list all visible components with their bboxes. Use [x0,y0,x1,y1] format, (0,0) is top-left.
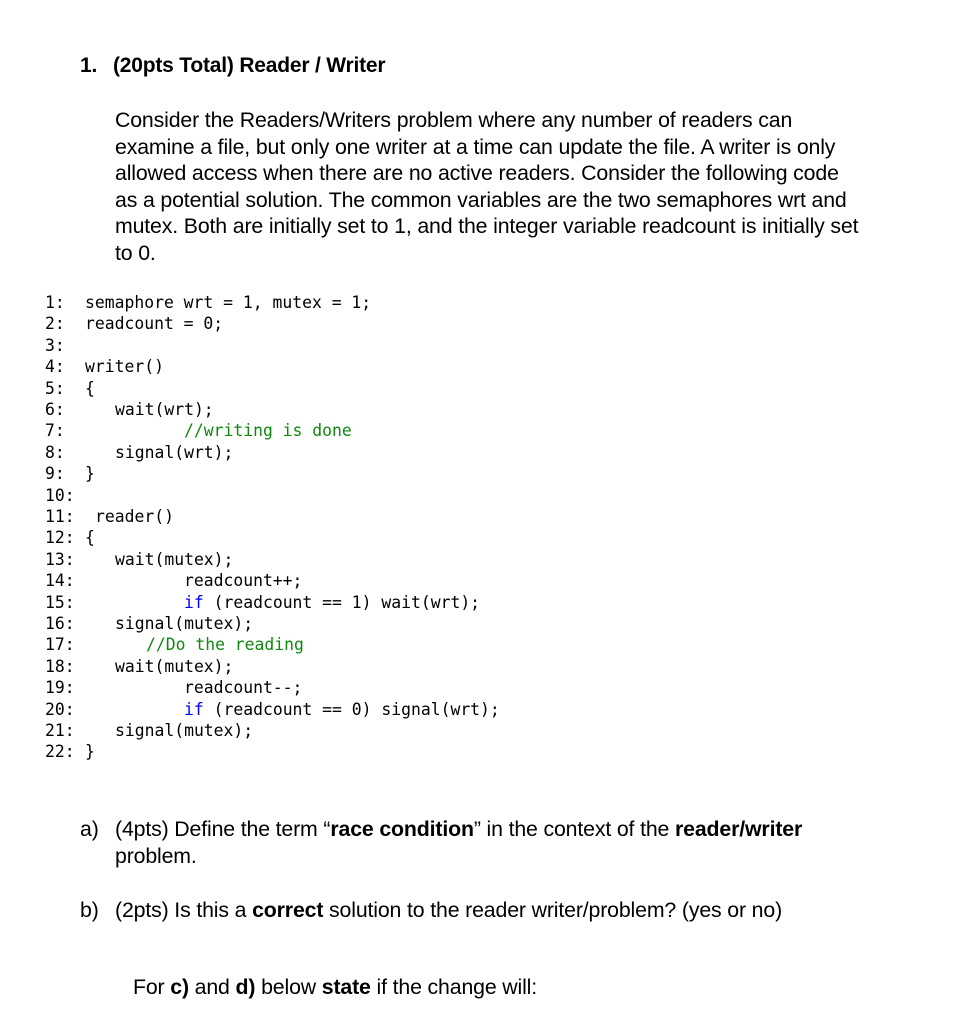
line-number: 21: [45,721,75,740]
code-content: readcount--; [184,678,303,698]
code-content: semaphore wrt = 1, mutex = 1; [85,293,372,312]
part-a-text: (4pts) Define the term “race condition” in the context of the reader/writer problem. [115,817,803,868]
line-number: 11: [45,507,75,526]
line-number: 1: [45,293,65,312]
code-content: wait(wrt); [115,400,214,419]
code-content: signal(mutex); [115,614,254,633]
line-number: 4: [45,357,65,377]
intro-line: allowed access when there are no active readers. Consider the following code [115,161,839,186]
question-number: 1. [80,54,98,77]
code-content: if (readcount == 1) wait(wrt); [184,592,481,612]
keyword: if [184,699,204,719]
code-content: if (readcount == 0) signal(wrt); [184,699,500,719]
code-content: readcount = 0; [85,314,224,334]
code-content: { [85,528,95,548]
code-content: wait(mutex); [115,549,234,569]
term-race-condition: race condition [330,817,474,841]
line-number: 5: [45,378,65,398]
code-comment: //writing is done [184,421,352,441]
instruction-note: For c) and d) below state if the change will: [133,975,538,999]
line-number: 22: [45,742,75,762]
line-number: 8: [45,442,65,462]
line-number: 18: [45,656,75,676]
question-title-text: (20pts Total) Reader / Writer [113,54,386,77]
intro-line: to 0. [115,240,156,265]
code-content: readcount++; [184,571,303,591]
code-content [146,634,304,655]
problem-description [115,107,955,267]
intro-line: Consider the Readers/Writers problem where any number of readers can [115,108,793,132]
line-number: 17: [45,635,75,655]
question-title [80,54,385,78]
code-content: } [85,742,95,762]
part-b-text: (2pts) Is this a correct solution to the reader writer/problem? (yes or no) [115,898,783,922]
code-content: writer() [85,357,164,377]
part-a-label: a) [80,817,99,841]
code-content: wait(mutex); [115,656,234,676]
line-number: 6: [45,400,65,419]
line-number: 12: [45,528,75,548]
line-number: 7: [45,421,65,441]
line-number: 9: [45,464,65,484]
line-number: 2: [45,314,65,334]
term-reader-writer: reader/writer [675,817,803,841]
intro-line: examine a file, but only one writer at a time can update the file. A writer is only [115,134,836,159]
code-content: reader() [95,507,174,526]
code-content: { [85,378,95,398]
part-b-label: b) [80,898,99,922]
intro-line: mutex. Both are initially set to 1, and the integer variable readcount is initially set [115,214,859,239]
code-comment: //Do the reading [146,635,304,655]
line-number: 15: [45,592,75,612]
line-number: 14: [45,571,75,591]
code-content: } [85,464,95,484]
line-number: 10: [45,485,75,505]
code-content: signal(mutex); [115,721,254,740]
line-number: 20: [45,699,75,719]
code-content: signal(wrt); [115,442,234,462]
intro-line: as a potential solution. The common variables are the two semaphores wrt and [115,187,847,212]
line-number: 3: [45,335,65,355]
line-number: 13: [45,549,75,569]
term-correct: correct [252,898,324,922]
keyword: if [184,592,204,612]
code-content [184,420,352,441]
line-number: 19: [45,678,75,698]
line-number: 16: [45,614,75,633]
